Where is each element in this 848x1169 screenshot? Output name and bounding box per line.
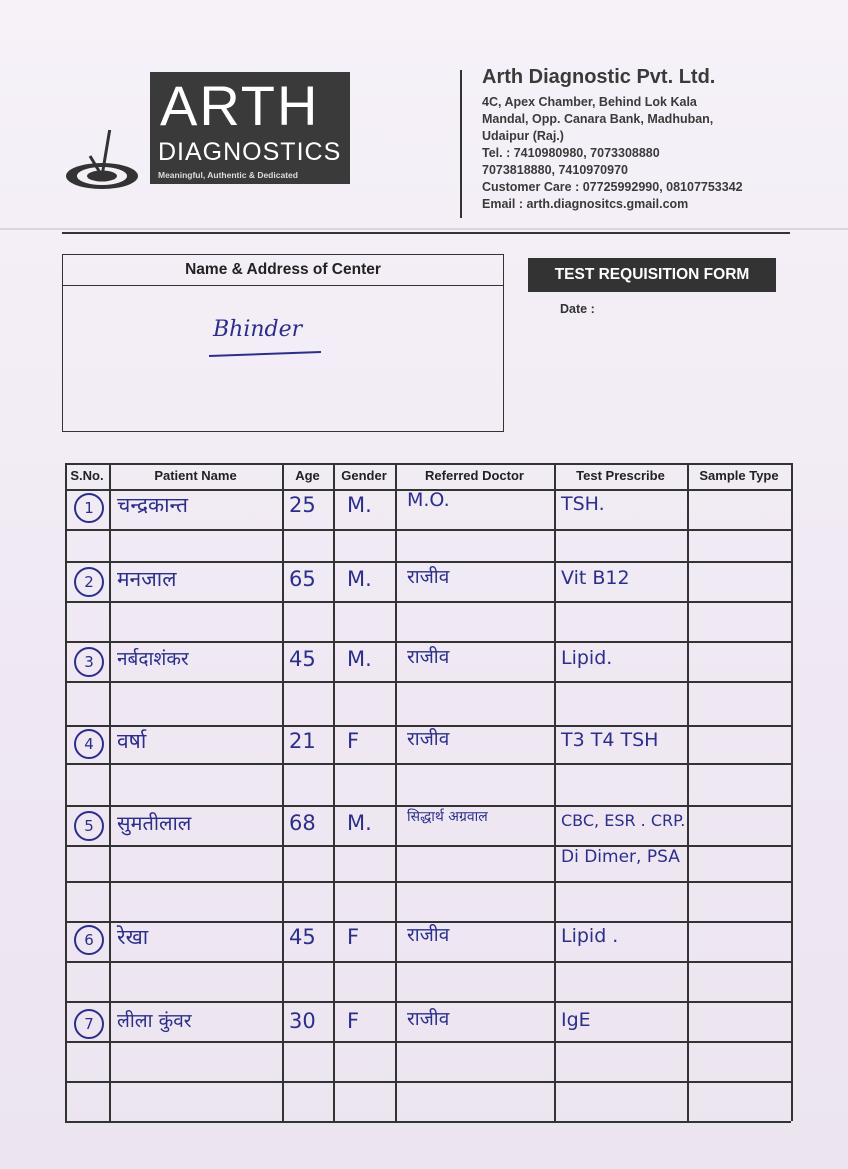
serial-number-cell[interactable]: 3 [74, 647, 104, 677]
referred-doctor-cell[interactable]: राजीव [407, 646, 450, 668]
age-cell[interactable]: 25 [289, 493, 316, 517]
center-heading: Name & Address of Center [63, 255, 503, 286]
referred-doctor-cell[interactable]: M.O. [407, 489, 450, 511]
referred-doctor-cell[interactable]: राजीव [407, 566, 450, 588]
serial-number-cell[interactable]: 7 [74, 1009, 104, 1039]
address-line-1: 4C, Apex Chamber, Behind Lok Kala [482, 95, 697, 109]
column-header: Test Prescribe [576, 468, 665, 483]
address-line-2: Mandal, Opp. Canara Bank, Madhuban, [482, 112, 714, 126]
column-header: S.No. [70, 468, 104, 483]
table-row-line [65, 763, 791, 765]
phone-line-1: Tel. : 7410980980, 7073308880 [482, 146, 660, 160]
referred-doctor-cell[interactable]: राजीव [407, 728, 450, 750]
company-name: Arth Diagnostic Pvt. Ltd. [482, 66, 716, 88]
logo-subtitle: DIAGNOSTICS [158, 138, 342, 166]
test-prescribe-cell[interactable]: Vit B12 [561, 567, 630, 589]
gender-cell[interactable]: M. [347, 647, 372, 671]
gender-cell[interactable]: F [347, 1009, 360, 1033]
test-prescribe-cell[interactable]: CBC, ESR . CRP. [561, 811, 686, 830]
table-row-line [65, 845, 791, 847]
center-underline [209, 351, 321, 357]
age-cell[interactable]: 45 [289, 647, 316, 671]
address-line-3: Udaipur (Raj.) [482, 129, 564, 143]
table-row-line [65, 881, 791, 883]
gender-cell[interactable]: F [347, 729, 360, 753]
serial-number-cell[interactable]: 4 [74, 729, 104, 759]
paper-fold-line [0, 228, 848, 230]
serial-number-cell[interactable]: 5 [74, 811, 104, 841]
patient-name-cell[interactable]: वर्षा [117, 729, 147, 753]
table-row-line [65, 1001, 791, 1003]
date-label: Date : [560, 302, 595, 316]
email-line: Email : arth.diagnositcs.gmail.com [482, 197, 689, 211]
table-row-line [65, 1041, 791, 1043]
table-row-line [65, 1081, 791, 1083]
gender-cell[interactable]: M. [347, 567, 372, 591]
column-header: Age [295, 468, 320, 483]
serial-number-cell[interactable]: 1 [74, 493, 104, 523]
age-cell[interactable]: 65 [289, 567, 316, 591]
referred-doctor-cell[interactable]: राजीव [407, 924, 450, 946]
logo-tagline: Meaningful, Authentic & Dedicated [158, 170, 298, 180]
patient-name-cell[interactable]: नर्बदाशंकर [117, 648, 189, 670]
table-row-line [65, 961, 791, 963]
table-row-line [65, 529, 791, 531]
referred-doctor-cell[interactable]: राजीव [407, 1008, 450, 1030]
patient-name-cell[interactable]: लीला कुंवर [117, 1010, 192, 1032]
age-cell[interactable]: 45 [289, 925, 316, 949]
phone-line-2: 7073818880, 7410970970 [482, 163, 628, 177]
patient-name-cell[interactable]: मनजाल [117, 567, 177, 591]
table-row-line [65, 1121, 791, 1123]
serial-number-cell[interactable]: 2 [74, 567, 104, 597]
column-header: Referred Doctor [425, 468, 524, 483]
age-cell[interactable]: 21 [289, 729, 316, 753]
age-cell[interactable]: 30 [289, 1009, 316, 1033]
patient-name-cell[interactable]: चन्द्रकान्त [117, 493, 188, 517]
company-details [482, 64, 812, 213]
logo-box [150, 72, 350, 184]
test-prescribe-cell[interactable]: IgE [561, 1009, 591, 1031]
form-title: TEST REQUISITION FORM [528, 258, 776, 292]
table-row-line [65, 681, 791, 683]
column-header: Gender [341, 468, 387, 483]
header-divider [460, 70, 462, 218]
customer-care: Customer Care : 07725992990, 08107753342 [482, 180, 743, 194]
test-prescribe-cell-line-2[interactable]: Di Dimer, PSA [561, 847, 680, 867]
gender-cell[interactable]: F [347, 925, 360, 949]
company-logo [58, 70, 358, 190]
test-prescribe-cell[interactable]: Lipid. [561, 647, 613, 669]
serial-number-cell[interactable]: 6 [74, 925, 104, 955]
test-prescribe-cell[interactable]: TSH. [561, 493, 605, 515]
target-checkmark-icon [62, 130, 140, 190]
logo-title: ARTH [160, 74, 320, 137]
column-header: Sample Type [699, 468, 779, 483]
age-cell[interactable]: 68 [289, 811, 316, 835]
column-header: Patient Name [154, 468, 237, 483]
table-column-line [791, 463, 793, 1121]
gender-cell[interactable]: M. [347, 811, 372, 835]
patient-table [65, 463, 791, 1121]
referred-doctor-cell[interactable]: सिद्धार्थ अग्रवाल [407, 809, 488, 825]
patient-name-cell[interactable]: रेखा [117, 925, 149, 949]
gender-cell[interactable]: M. [347, 493, 372, 517]
test-prescribe-cell[interactable]: Lipid . [561, 925, 619, 947]
center-name-field[interactable]: Bhinder [213, 317, 303, 342]
table-row-line [65, 601, 791, 603]
test-prescribe-cell[interactable]: T3 T4 TSH [561, 729, 659, 751]
header-rule [62, 232, 790, 234]
center-box [62, 254, 504, 432]
patient-name-cell[interactable]: सुमतीलाल [117, 811, 192, 835]
